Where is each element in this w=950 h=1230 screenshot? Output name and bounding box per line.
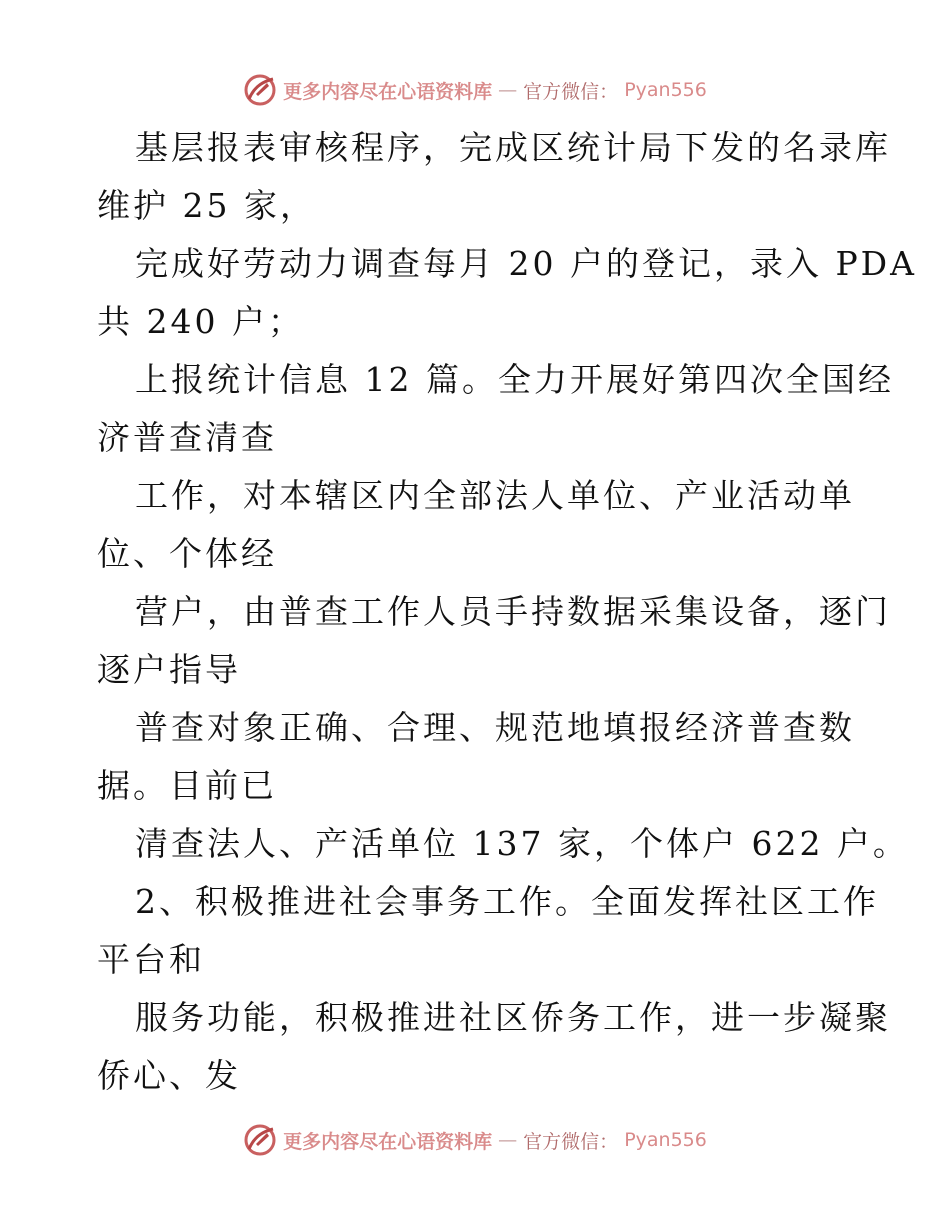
watermark-wechat-id: Pyan556 — [624, 1129, 707, 1151]
text-line: 上报统计信息 12 篇。全力开展好第四次全国经 — [135, 360, 894, 399]
watermark-dash: — — [498, 79, 518, 101]
text-line: 济普查清查 — [97, 418, 277, 457]
text-line: 位、个体经 — [97, 534, 277, 573]
header-watermark — [0, 70, 950, 110]
watermark-text: 更多内容尽在心语资料库 — [283, 80, 493, 103]
watermark-text: 更多内容尽在心语资料库 — [283, 1130, 493, 1153]
footer-watermark — [0, 1120, 950, 1160]
text-line: 完成好劳动力调查每月 20 户的登记，录入 PDA — [135, 244, 917, 283]
text-line: 维护 25 家， — [97, 186, 316, 225]
text-line: 侨心、发 — [97, 1056, 241, 1095]
text-line: 服务功能，积极推进社区侨务工作，进一步凝聚 — [135, 998, 891, 1037]
text-line: 平台和 — [97, 940, 205, 979]
document-body — [97, 119, 917, 1105]
pen-nib-swirl-icon — [243, 1123, 277, 1157]
text-line: 基层报表审核程序，完成区统计局下发的名录库 — [135, 128, 891, 167]
watermark-dash: — — [498, 1129, 518, 1151]
text-line: 工作，对本辖区内全部法人单位、产业活动单 — [135, 476, 855, 515]
text-line: 2、积极推进社会事务工作。全面发挥社区工作 — [135, 882, 879, 921]
watermark-wechat-label: 官方微信： — [523, 1130, 619, 1153]
text-line: 据。目前已 — [97, 766, 277, 805]
text-line: 清查法人、产活单位 137 家，个体户 622 户。 — [135, 824, 909, 863]
text-line: 逐户指导 — [97, 650, 241, 689]
pen-nib-swirl-icon — [243, 73, 277, 107]
text-line: 共 240 户； — [97, 302, 304, 341]
text-line: 普查对象正确、合理、规范地填报经济普查数 — [135, 708, 855, 747]
watermark-wechat-label: 官方微信： — [523, 80, 619, 103]
text-line: 营户，由普查工作人员手持数据采集设备，逐门 — [135, 592, 891, 631]
watermark-wechat-id: Pyan556 — [624, 79, 707, 101]
